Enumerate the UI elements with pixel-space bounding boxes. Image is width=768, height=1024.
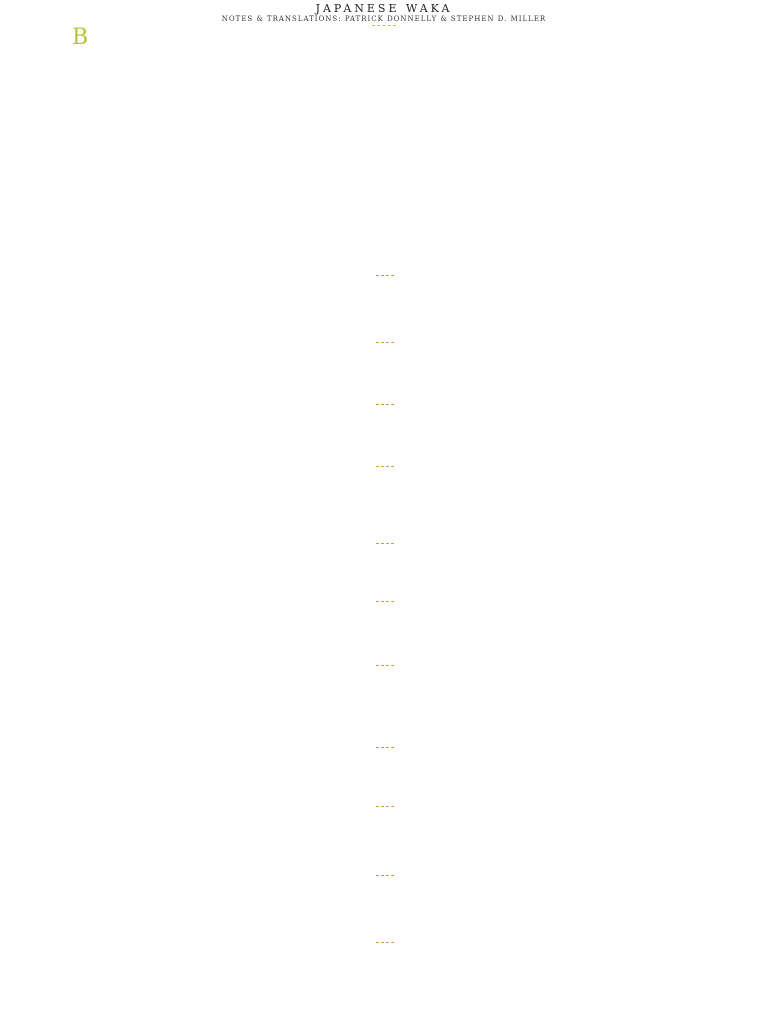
section-divider <box>376 275 394 278</box>
section-divider <box>376 543 394 546</box>
section-divider <box>376 806 394 809</box>
section-divider <box>376 466 394 469</box>
section-divider <box>376 342 394 345</box>
byline: NOTES & TRANSLATIONS: PATRICK DONNELLY & STEPHEN D. MILLER <box>221 15 547 23</box>
drop-cap: B <box>72 25 89 50</box>
about-body <box>116 958 652 1020</box>
section-divider <box>376 665 394 668</box>
section-divider <box>376 404 394 407</box>
section-divider <box>376 747 394 750</box>
essay-right-column <box>400 28 700 200</box>
page-title: JAPANESE WAKA <box>315 2 453 15</box>
section-divider <box>376 875 394 878</box>
essay-left-column <box>72 25 374 200</box>
section-divider <box>376 942 394 945</box>
header-ornament <box>372 25 396 28</box>
section-divider <box>376 601 394 604</box>
